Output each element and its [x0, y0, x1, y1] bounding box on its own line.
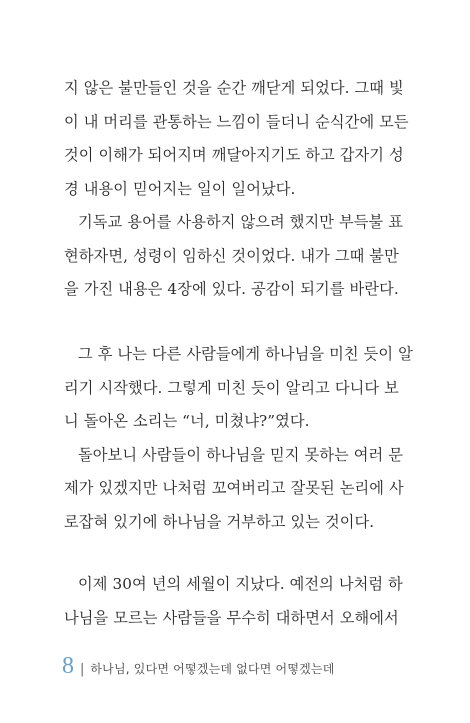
page-footer [62, 653, 335, 680]
page-number: 8 [62, 653, 74, 679]
body-line: 을 가진 내용은 4장에 있다. 공감이 되기를 바란다. [64, 280, 399, 298]
running-title: 하나님, 있다면 어떻겠는데 없다면 어떻겠는데 [90, 662, 335, 676]
body-line: 경 내용이 믿어지는 일이 일어났다. [64, 179, 296, 198]
body-line: 이 내 머리를 관통하는 느낌이 들더니 순식간에 모든 [64, 112, 409, 131]
footer-separator: | [80, 662, 85, 677]
body-line: 그 후 나는 다른 사람들에게 하나님을 미친 듯이 알 [78, 345, 413, 363]
body-line: 리기 시작했다. 그렇게 미친 듯이 알리고 다니다 보 [64, 378, 399, 397]
text-section-3 [64, 568, 406, 635]
body-line: 로잡혀 있기에 하나님을 거부하고 있는 것이다. [64, 512, 375, 531]
body-line: 이제 30여 년의 세월이 지났다. 예전의 나처럼 하 [78, 575, 403, 593]
body-line: 지 않은 불만들인 것을 순간 깨닫게 되었다. 그때 빛 [64, 79, 404, 97]
body-line: 나님을 모르는 사람들을 무수히 대하면서 오해에서 [64, 608, 399, 627]
body-line: 기독교 용어를 사용하지 않으려 했지만 부득불 표 [78, 213, 403, 231]
text-section-1 [64, 72, 409, 307]
body-line: 니 돌아온 소리는 “너, 미쳤냐?”였다. [64, 412, 310, 430]
body-line: 제가 있겠지만 나처럼 꼬여버리고 잘못된 논리에 사 [64, 479, 404, 497]
body-line: 현하자면, 성령이 임하신 것이었다. 내가 그때 불만 [64, 246, 399, 265]
body-line: 것이 이해가 되어지며 깨달아지기도 하고 갑자기 성 [64, 146, 404, 164]
body-line: 돌아보니 사람들이 하나님을 믿지 못하는 여러 문 [78, 445, 403, 464]
text-section-2 [64, 338, 413, 539]
